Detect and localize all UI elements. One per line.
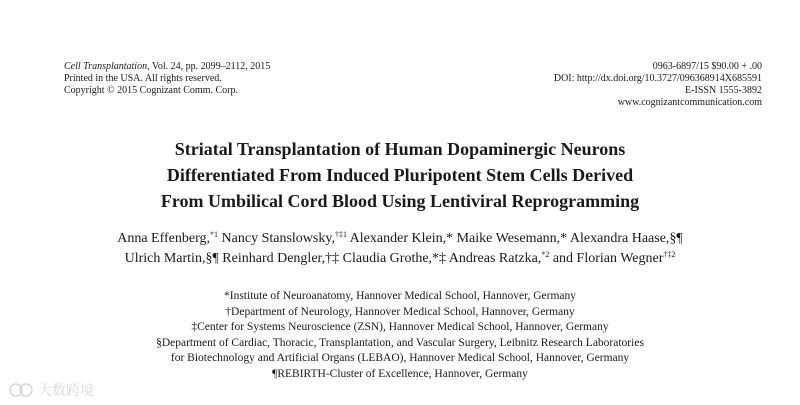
title-line-2: Differentiated From Induced Pluripotent Stem Cells Derived xyxy=(166,165,634,185)
affiliation-item: §Department of Cardiac, Thoracic, Transplantation, and Vascular Surgery, Leibnitz Research Laboratories xyxy=(156,336,644,349)
author-line-1 xyxy=(0,229,800,249)
eissn: E-ISSN 1555-3892 xyxy=(685,85,762,96)
header-left xyxy=(64,61,270,97)
author-marker: *1 xyxy=(210,230,219,239)
website-link[interactable]: www.cognizantcommunication.com xyxy=(617,97,762,108)
affiliation-item: ‡Center for Systems Neuroscience (ZSN), Hannover Medical School, Hannover, Germany xyxy=(191,321,609,333)
watermark xyxy=(8,380,94,400)
title-line-3: From Umbilical Cord Blood Using Lentiviral Reprogramming xyxy=(160,191,640,211)
affiliation-item: ¶REBIRTH-Cluster of Excellence, Hannover, Germany xyxy=(272,367,528,380)
journal-name: Cell Transplantation xyxy=(64,61,148,72)
affiliation-item: for Biotechnology and Artificial Organs (LEBAO), Hannover Medical School, Hannover, Germany xyxy=(170,352,630,364)
citation: , Vol. 24, pp. 2099–2112, 2015 xyxy=(147,61,271,72)
author-marker: †‡2 xyxy=(663,250,676,259)
author-name: Alexander Klein,* Maike Wesemann,* Alexandra Haase,§¶ xyxy=(346,231,683,246)
paper-title xyxy=(0,136,800,214)
author-name: Anna Effenberg, xyxy=(117,231,211,246)
author-name: Ulrich Martin,§¶ Reinhard Dengler,†‡ Claudia Grothe,*‡ Andreas Ratzka, xyxy=(124,251,542,266)
watermark-logo-icon xyxy=(8,382,34,398)
printed-notice: Printed in the USA. All rights reserved. xyxy=(64,73,222,84)
watermark-text: 大数跨境 xyxy=(38,383,94,399)
title-line-1: Striatal Transplantation of Human Dopaminergic Neurons xyxy=(174,139,626,159)
author-marker: *2 xyxy=(541,250,550,259)
affiliation-item: *Institute of Neuroanatomy, Hannover Medical School, Hannover, Germany xyxy=(224,290,576,302)
author-name: and Florian Wegner xyxy=(549,251,664,266)
author-list xyxy=(0,229,800,269)
issn-price: 0963-6897/15 $90.00 + .00 xyxy=(652,61,762,72)
header-right xyxy=(554,61,762,109)
doi-link[interactable]: DOI: http://dx.doi.org/10.3727/096368914X685591 xyxy=(553,73,762,84)
affiliation-list xyxy=(0,289,800,382)
author-marker: †‡1 xyxy=(334,230,347,239)
author-name: Nancy Stanslowsky, xyxy=(218,231,335,246)
journal-citation xyxy=(64,61,270,73)
author-line-2 xyxy=(0,249,800,269)
affiliation-item: †Department of Neurology, Hannover Medical School, Hannover, Germany xyxy=(225,305,575,318)
copyright-notice: Copyright © 2015 Cognizant Comm. Corp. xyxy=(64,85,238,96)
